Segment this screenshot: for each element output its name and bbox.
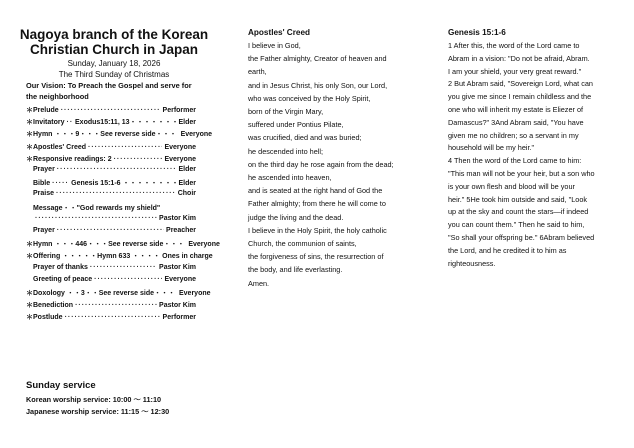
order-item [26,105,196,117]
leader-dots [57,166,177,173]
order-item [26,129,213,141]
standing-mark: ＊ [26,131,33,139]
order-item-label: Praise [33,190,55,198]
leader-dots [114,156,163,163]
order-item-label: Greeting of peace [33,275,93,283]
order-item-label: Prayer of thanks [33,263,88,271]
creed-line: the body, and life everlasting. [248,265,343,275]
order-item [26,190,196,202]
standing-mark: ＊ [26,290,33,297]
japanese-service-time: Japanese worship service: 11:15 ～ 12:30 [26,407,170,416]
leader-dots [90,264,157,271]
creed-line: on the third day he rose again from the dead; [248,159,394,169]
leader-dots [57,227,164,234]
creed-line: was crucified, died and was buried; [248,133,362,143]
order-item-label: Bible [33,180,51,188]
leader-dots [61,107,161,114]
leader-dots [88,144,162,151]
creed-heading: Apostles' Creed [248,28,311,37]
order-item [26,154,196,166]
order-item-label: Prayer [33,227,55,234]
genesis-line: is your own flesh and blood will be your [448,181,575,191]
creed-line: the forgiveness of sins, the resurrection of [248,252,384,262]
genesis-line: 1 After this, the word of the Lord came to [448,41,580,50]
order-item [26,239,220,251]
creed-line: judge the living and the dead. [248,212,344,222]
order-item-leader: Performer [162,107,196,114]
order-item [26,166,196,178]
creed-line: he descended into hell; [248,146,324,156]
sunday-service-heading: Sunday service [26,380,96,391]
leader-dots [94,276,162,283]
order-item [26,178,196,190]
service-date: Sunday, January 18, 2026 [67,59,161,68]
order-item [26,300,196,312]
order-item-leader: Exodus15:11, 13・・・・・・・Elder [75,119,196,127]
order-item [26,312,196,324]
creed-line: he ascended into heaven, [248,173,332,182]
creed-line: Amen. [248,278,270,288]
genesis-line: you can count them." Then he said to him, [448,220,585,230]
order-item-label: Message・・"God rewards my shield" [33,204,161,212]
genesis-line: you give me since I remain childless and the [448,92,592,102]
genesis-line: Damascus?" 3And Abram said, "You have [448,117,584,127]
korean-service-time: Korean worship service: 10:00 ～ 11:10 [26,395,162,404]
genesis-line: 4 Then the word of the Lord came to him: [448,156,582,166]
order-item-leader: Choir [177,190,196,198]
church-name-line2: Christian Church in Japan [29,42,199,57]
order-item-leader: Everyone [164,275,196,283]
order-item-leader: Everyone [180,131,213,139]
standing-mark: ＊ [26,119,33,127]
order-item-label: Postlude [33,314,63,322]
vision-line1: Our Vision: To Preach the Gospel and serve for [26,81,192,90]
leader-dots [67,119,74,126]
order-item-leader: Genesis 15:1-6 ・・・・・・・・Elder [71,180,196,188]
genesis-line: Abram in a vision: "Do not be afraid, Abram. [448,53,590,63]
genesis-line: righteousness. [448,258,496,268]
standing-mark: ＊ [26,107,33,114]
order-item-label: Hymn ・・・446・・・See reverse side・・・ [33,241,185,249]
leader-dots [35,215,157,222]
genesis-line: "So shall your offspring be." 6Abram believed [448,233,595,242]
leader-dots [65,314,161,321]
standing-mark: ＊ [26,143,33,151]
sunday-name: The Third Sunday of Christmas [58,70,170,79]
leader-dots [52,180,69,187]
leader-dots [75,302,157,309]
order-item-label: Apostles' Creed [33,143,87,151]
creed-line: Father almighty; from there he will come to [248,199,386,209]
creed-line: earth, [248,67,267,77]
genesis-heading: Genesis 15:1-6 [448,28,506,37]
genesis-line: 2 But Abram said, "Sovereign Lord, what can [448,79,593,89]
order-item [26,264,196,276]
order-item [26,276,196,288]
genesis-line: "This man will not be your heir, but a son who [448,169,595,178]
order-item-leader: Everyone [164,155,196,163]
creed-line: and in Jesus Christ, his only Son, our Lord, [248,80,388,90]
creed-line: I believe in the Holy Spirit, the holy catholic [248,225,387,235]
order-item-label: Invitatory [33,119,65,127]
genesis-line: heir." 5He took him outside and said, "Look [448,194,588,204]
order-item-leader: Pastor Kim [159,214,196,222]
order-item-label: Hymn ・・・9・・・See reverse side・・・ [33,131,177,139]
order-item-leader: Pastor Kim [159,302,196,310]
order-item-leader: Everyone [188,241,220,249]
genesis-line: household will be my heir." [448,143,535,153]
creed-line: who was conceived by the Holy Spirit, [248,93,371,103]
order-item [26,142,196,154]
order-item [26,117,196,129]
creed-line: I believe in God, [248,41,301,50]
order-item-label: Doxology ・・3・・See reverse side・・・ [33,290,175,297]
order-item-label: Offering ・・・・・Hymn 633 ・・・・ Ones in charge [33,253,213,261]
standing-mark: ＊ [26,241,33,249]
order-item-label: Prayer [33,166,55,173]
order-item [26,227,196,239]
creed-line: and is seated at the right hand of God the [248,186,383,196]
order-item-leader: Elder [178,166,196,173]
creed-line: Church, the communion of saints, [248,239,357,248]
standing-mark: ＊ [26,155,33,163]
order-item-leader: Performer [162,314,196,322]
order-item-leader: Everyone [164,143,196,151]
order-item-leader: Everyone [179,290,211,297]
order-item [26,288,211,300]
order-item-label: Prelude [33,107,59,114]
standing-mark: ＊ [26,302,33,310]
church-name-line1: Nagoya branch of the Korean [19,27,209,42]
vision-line2: the neighborhood [26,92,89,101]
order-item-label: Responsive readings: 2 [33,155,112,163]
order-item-label: Benediction [33,302,74,310]
genesis-line: I am your shield, your very great reward." [448,66,582,76]
order-item [26,203,196,215]
creed-line: born of the Virgin Mary, [248,107,324,116]
creed-line: the Father almighty, Creator of heaven and [248,54,387,64]
order-item [26,215,196,227]
genesis-line: up at the sky and count the stars—if indeed [448,207,589,217]
creed-line: suffered under Pontius Pilate, [248,120,344,130]
order-item-leader: Pastor Kim [159,263,196,271]
standing-mark: ＊ [26,253,33,261]
standing-mark: ＊ [26,314,33,322]
genesis-line: one who will inherit my estate is Eliezer of [448,105,584,114]
genesis-line: given me no children; so a servant in my [448,130,579,140]
genesis-line: the Lord, and he credited it to him as [448,245,567,255]
leader-dots [56,190,176,197]
order-item-leader: Preacher [166,227,196,234]
order-item [26,251,213,263]
